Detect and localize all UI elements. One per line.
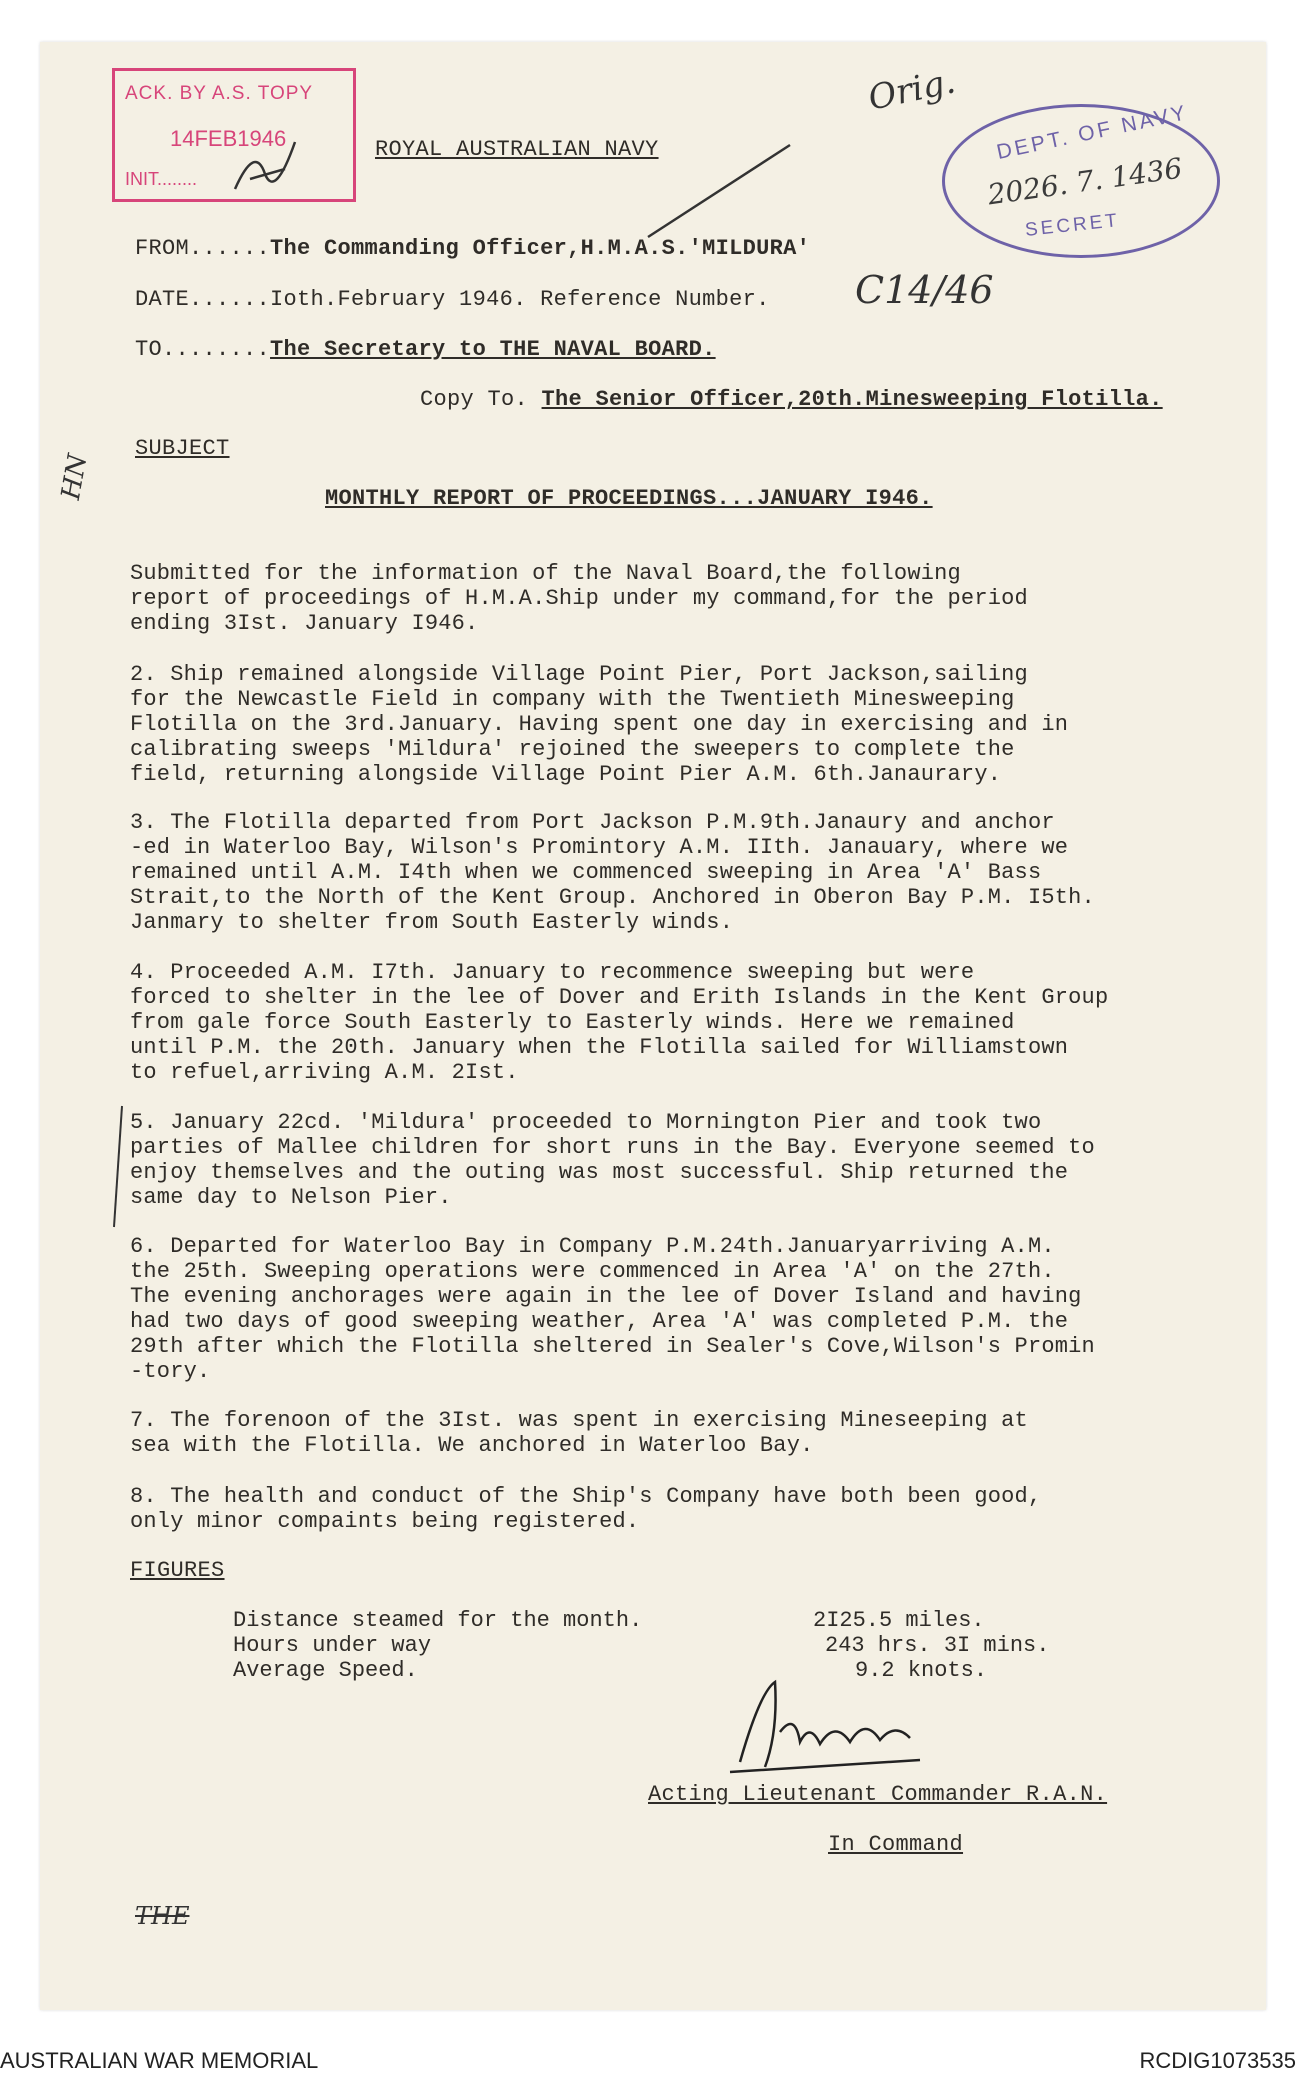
- stamp-initial-scribble: [225, 134, 315, 204]
- stamp-date: 14FEB1946: [170, 126, 287, 151]
- handwritten-orig: Orig.: [864, 61, 959, 119]
- date-line: [135, 287, 770, 312]
- to-label: TO........: [135, 337, 271, 362]
- paragraph-5: 5. January 22cd. 'Mildura' proceeded to Mornington Pier and took two parties of Mallee children for short runs in the Bay. Everyone seemed to enjoy themselves and the outing was most successful. Ship returned the same day to Nelson Pier.: [130, 1110, 1095, 1210]
- oval-stamp-top: DEPT. OF NAVY: [994, 100, 1191, 165]
- subject-title: MONTHLY REPORT OF PROCEEDINGS...JANUARY I946.: [325, 486, 933, 511]
- navy-department-stamp: [942, 100, 1220, 258]
- oval-handwritten-number: 2026. 7. 1436: [985, 151, 1185, 212]
- from-value: The Commanding Officer,H.M.A.S.'MILDURA': [270, 236, 811, 261]
- date-value: Ioth.February 1946. Reference Number.: [270, 287, 770, 312]
- figures-label: Hours under way: [233, 1633, 432, 1658]
- margin-bracket-mark: [108, 1102, 128, 1232]
- signature-command: In Command: [828, 1832, 964, 1857]
- paragraph-4: 4. Proceeded A.M. I7th. January to recommence sweeping but were forced to shelter in the lee of Dover and Erith Islands in the Kent Group from gale force South Easterly to Easterly winds. Here we remained until P.M. the 20th. January when the Flotilla sailed for Williamstown to refuel,arriving A.M. 2Ist.: [130, 960, 1109, 1085]
- handwritten-margin-note: HN: [56, 452, 94, 502]
- figures-label: Average Speed.: [233, 1658, 418, 1683]
- figures-heading: FIGURES: [130, 1558, 225, 1583]
- figures-value: 243 hrs. 3I mins.: [825, 1633, 1050, 1658]
- footer-right-caption: RCDIG1073535: [1139, 2048, 1296, 2073]
- copy-value: The Senior Officer,20th.Minesweeping Flotilla.: [541, 387, 1163, 412]
- paragraph-1: Submitted for the information of the Naval Board,the following report of proceedings of H.M.A.Ship under my command,for the period ending 3Ist. January I946.: [130, 561, 1028, 636]
- handwritten-reference: C14/46: [855, 268, 994, 312]
- stamp-line1: ACK. BY A.S. TOPY: [125, 83, 314, 104]
- signature: [720, 1672, 940, 1782]
- to-line: [135, 337, 716, 362]
- signature-rank: Acting Lieutenant Commander R.A.N.: [648, 1782, 1108, 1807]
- title-slash-mark: [640, 137, 800, 247]
- paragraph-6: 6. Departed for Waterloo Bay in Company P.M.24th.Januaryarriving A.M. the 25th. Sweeping operations were commenced in Area 'A' on the 27th. The evening anchorages were again in the lee of Dover Island and having had two days of good sweeping weather, Area 'A' was completed P.M. the 29th after which the Flotilla sheltered in Sealer's Cove,Wilson's Promin -tory.: [130, 1234, 1095, 1384]
- subject-label: SUBJECT: [135, 436, 230, 461]
- figures-label: Distance steamed for the month.: [233, 1608, 643, 1633]
- handwritten-bottom-initials: THE: [135, 1902, 190, 1930]
- paragraph-3: 3. The Flotilla departed from Port Jackson P.M.9th.Janaury and anchor -ed in Waterloo Bay, Wilson's Promintory A.M. IIth. Janauary, where we remained until A.M. I4th when we commenced sweeping in Area 'A' Bass Strait,to the North of the Kent Group. Anchored in Oberon Bay P.M. I5th. Janmary to shelter from South Easterly winds.: [130, 810, 1095, 935]
- paragraph-2: 2. Ship remained alongside Village Point Pier, Port Jackson,sailing for the Newcastle Field in company with the Twentieth Minesweeping Flotilla on the 3rd.January. Having spent one day in exercising and in calibrating sweeps 'Mildura' rejoined the sweepers to complete the field, returning alongside Village Point Pier A.M. 6th.Janaurary.: [130, 662, 1069, 787]
- footer-left-caption: AUSTRALIAN WAR MEMORIAL: [0, 2048, 319, 2073]
- from-line: [135, 236, 810, 261]
- figures-value: 9.2 knots.: [855, 1658, 988, 1683]
- copy-label: Copy To.: [420, 387, 529, 412]
- from-label: FROM......: [135, 236, 271, 261]
- figures-value: 2I25.5 miles.: [813, 1608, 985, 1633]
- document-title: ROYAL AUSTRALIAN NAVY: [375, 137, 659, 162]
- paragraph-8: 8. The health and conduct of the Ship's Company have both been good, only minor compaints being registered.: [130, 1484, 1042, 1534]
- copy-to-line: [420, 387, 1163, 412]
- to-value: The Secretary to THE NAVAL BOARD.: [270, 337, 716, 362]
- stamp-init: INIT........: [125, 169, 198, 189]
- date-label: DATE......: [135, 287, 271, 312]
- document-sheet: [40, 42, 1266, 2010]
- oval-stamp-bottom: SECRET: [1024, 210, 1121, 241]
- paragraph-7: 7. The forenoon of the 3Ist. was spent in exercising Mineseeping at sea with the Flotilla. We anchored in Waterloo Bay.: [130, 1408, 1028, 1458]
